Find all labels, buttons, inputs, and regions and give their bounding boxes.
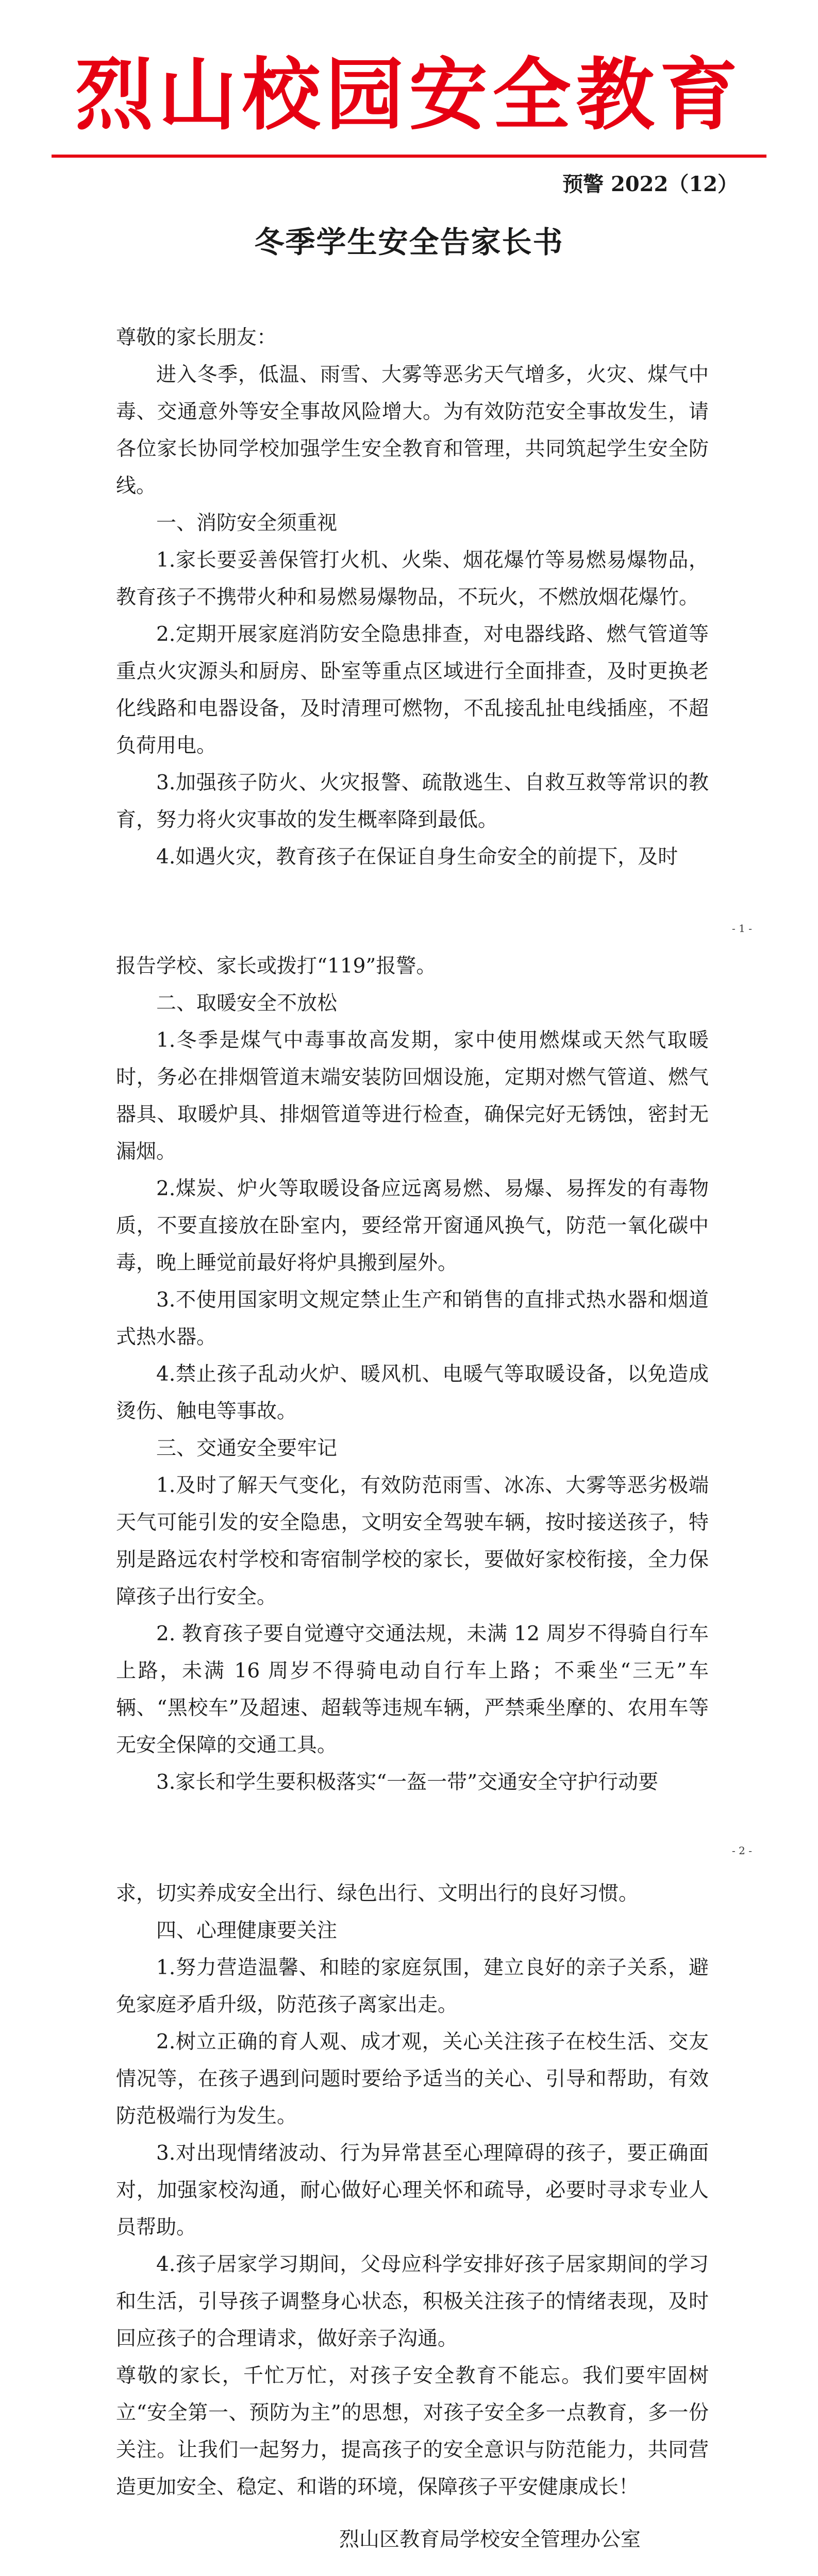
masthead-divider (52, 155, 766, 158)
mental-item-2: 2.树立正确的育人观、成才观，关心关注孩子在校生活、交友情况等，在孩子遇到问题时要给予适当的关心、引导和帮助，有效防范极端行为发生。 (116, 2030, 709, 2128)
mental-item-1: 1.努力营造温馨、和睦的家庭氛围，建立良好的亲子关系，避免家庭矛盾升级，防范孩子离家出走。 (116, 1956, 709, 2016)
intro-paragraph: 进入冬季，低温、雨雪、大雾等恶劣天气增多，火灾、煤气中毒、交通意外等安全事故风险增大。为有效防范安全事故发生，请各位家长协同学校加强学生安全教育和管理，共同筑起学生安全防线。 (116, 363, 709, 498)
traffic-item-3-continued: 求，切实养成安全出行、绿色出行、文明出行的良好习惯。 (116, 1882, 639, 1905)
mental-item-4: 4.孩子居家学习期间，父母应科学安排好孩子居家期间的学习和生活，引导孩子调整身心状态，积极关注孩子的情绪表现，及时回应孩子的合理请求，做好亲子沟通。 (116, 2253, 709, 2350)
section-heading-fire: 一、消防安全须重视 (156, 512, 338, 535)
heating-item-1: 1.冬季是煤气中毒事故高发期，家中使用燃煤或天然气取暖时，务必在排烟管道末端安装防回烟设施，定期对燃气管道、燃气器具、取暖炉具、排烟管道等进行检查，确保完好无锈蚀，密封无漏烟。 (116, 1029, 709, 1163)
letter-title: 冬季学生安全告家长书 (254, 225, 564, 260)
fire-item-4: 4.如遇火灾，教育孩子在保证自身生命安全的前提下，及时 (156, 845, 678, 869)
salutation: 尊敬的家长朋友： (116, 326, 277, 349)
traffic-item-3: 3.家长和学生要积极落实“一盔一带”交通安全守护行动要 (156, 1771, 659, 1794)
closing-paragraph: 尊敬的家长，千忙万忙，对孩子安全教育不能忘。我们要牢固树立“安全第一、预防为主”的思想，对孩子安全多一点教育，多一份关注。让我们一起努力，提高孩子的安全意识与防范能力，共同营造更加安全、稳定、和谐的环境，保障孩子平安健康成长！ (116, 2364, 709, 2499)
traffic-item-1: 1.及时了解天气变化，有效防范雨雪、冰冻、大雾等恶劣极端天气可能引发的安全隐患，文明安全驾驶车辆，按时接送孩子，特别是路远农村学校和寄宿制学校的家长，要做好家校衔接，全力保障孩子出行安全。 (116, 1474, 709, 1608)
page-number-2: - 2 - (732, 1844, 752, 1857)
fire-item-2: 2.定期开展家庭消防安全隐患排查，对电器线路、燃气管道等重点火灾源头和厨房、卧室等重点区域进行全面排查，及时更换老化线路和电器设备，及时清理可燃物，不乱接乱扯电线插座，不超负荷用电。 (116, 623, 709, 757)
section-heading-traffic: 三、交通安全要牢记 (156, 1437, 338, 1460)
mental-item-3: 3.对出现情绪波动、行为异常甚至心理障碍的孩子，要正确面对，加强家校沟通，耐心做好心理关怀和疏导，必要时寻求专业人员帮助。 (116, 2142, 709, 2239)
fire-item-3: 3.加强孩子防火、火灾报警、疏散逃生、自救互救等常识的教育，努力将火灾事故的发生概率降到最低。 (116, 771, 709, 832)
signature: 烈山区教育局学校安全管理办公室 (339, 2528, 641, 2551)
masthead-title: 烈山校园安全教育 (75, 49, 743, 141)
heating-item-2: 2.煤炭、炉火等取暖设备应远离易燃、易爆、易挥发的有毒物质，不要直接放在卧室内，要经常开窗通风换气，防范一氧化碳中毒，晚上睡觉前最好将炉具搬到屋外。 (116, 1177, 709, 1275)
page-number-1: - 1 - (732, 922, 752, 935)
fire-item-1: 1.家长要妥善保管打火机、火柴、烟花爆竹等易燃易爆物品，教育孩子不携带火种和易燃易爆物品，不玩火，不燃放烟花爆竹。 (116, 549, 709, 609)
section-heading-heating: 二、取暖安全不放松 (156, 992, 338, 1015)
issue-number: 预警 2022（12） (562, 172, 738, 196)
section-heading-mental: 四、心理健康要关注 (156, 1919, 338, 1942)
heating-item-4: 4.禁止孩子乱动火炉、暖风机、电暖气等取暖设备，以免造成烫伤、触电等事故。 (116, 1363, 709, 1423)
fire-item-4-continued: 报告学校、家长或拨打“119”报警。 (116, 955, 437, 978)
traffic-item-2: 2. 教育孩子要自觉遵守交通法规，未满 12 周岁不得骑自行车上路，未满 16 周岁不得骑电动自行车上路；不乘坐“三无”车辆、“黑校车”及超速、超载等违规车辆，严禁乘坐摩的、农用车等无安全保障的交通工具。 (116, 1622, 709, 1757)
heating-item-3: 3.不使用国家明文规定禁止生产和销售的直排式热水器和烟道式热水器。 (116, 1289, 709, 1349)
